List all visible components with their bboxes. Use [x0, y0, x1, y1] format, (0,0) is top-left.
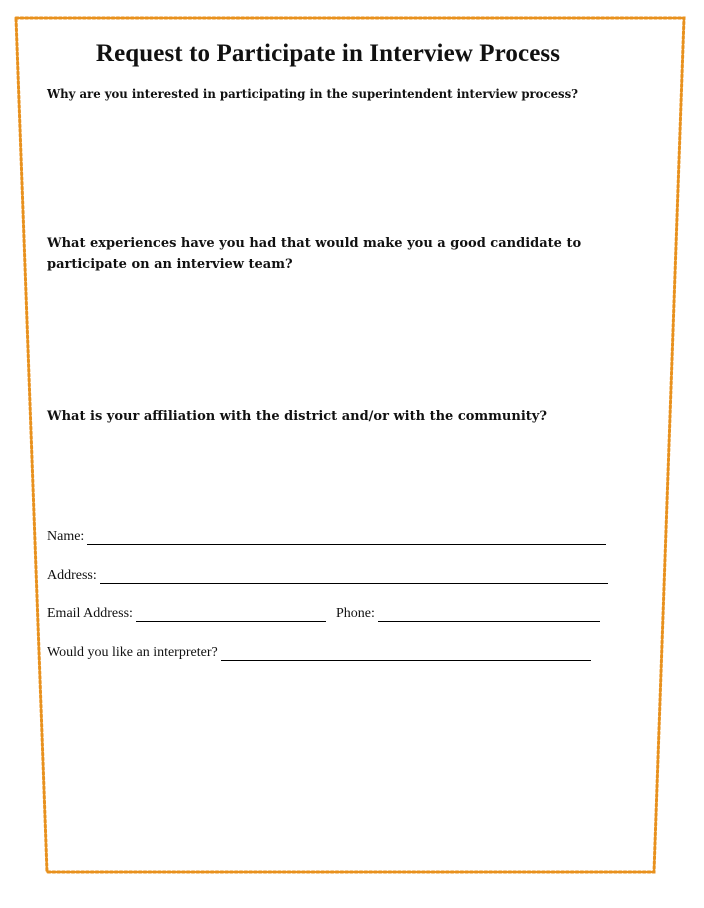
- page-title: Request to Participate in Interview Process: [95, 40, 561, 67]
- address-label: Address:: [47, 568, 97, 583]
- name-label: Name:: [47, 529, 85, 544]
- interpreter-label: Would you like an interpreter?: [47, 645, 218, 660]
- name-field: [47, 525, 606, 545]
- email-phone-row: [47, 602, 610, 622]
- email-input-line[interactable]: [136, 607, 326, 622]
- phone-label: Phone:: [335, 606, 375, 621]
- name-input-line[interactable]: [87, 530, 606, 545]
- interpreter-field: [47, 641, 591, 661]
- question-affiliation: What is your affiliation with the district and/or with the community?: [47, 409, 547, 424]
- interpreter-input-line[interactable]: [221, 646, 591, 661]
- address-input-line[interactable]: [100, 569, 608, 584]
- phone-input-line[interactable]: [378, 607, 600, 622]
- email-label: Email Address:: [47, 606, 133, 621]
- address-field: [47, 564, 608, 584]
- question-experience: What experiences have you had that would make you a good candidate to participate on an interview team?: [47, 236, 582, 272]
- question-interest: Why are you interested in participating in the superintendent interview process?: [47, 87, 579, 101]
